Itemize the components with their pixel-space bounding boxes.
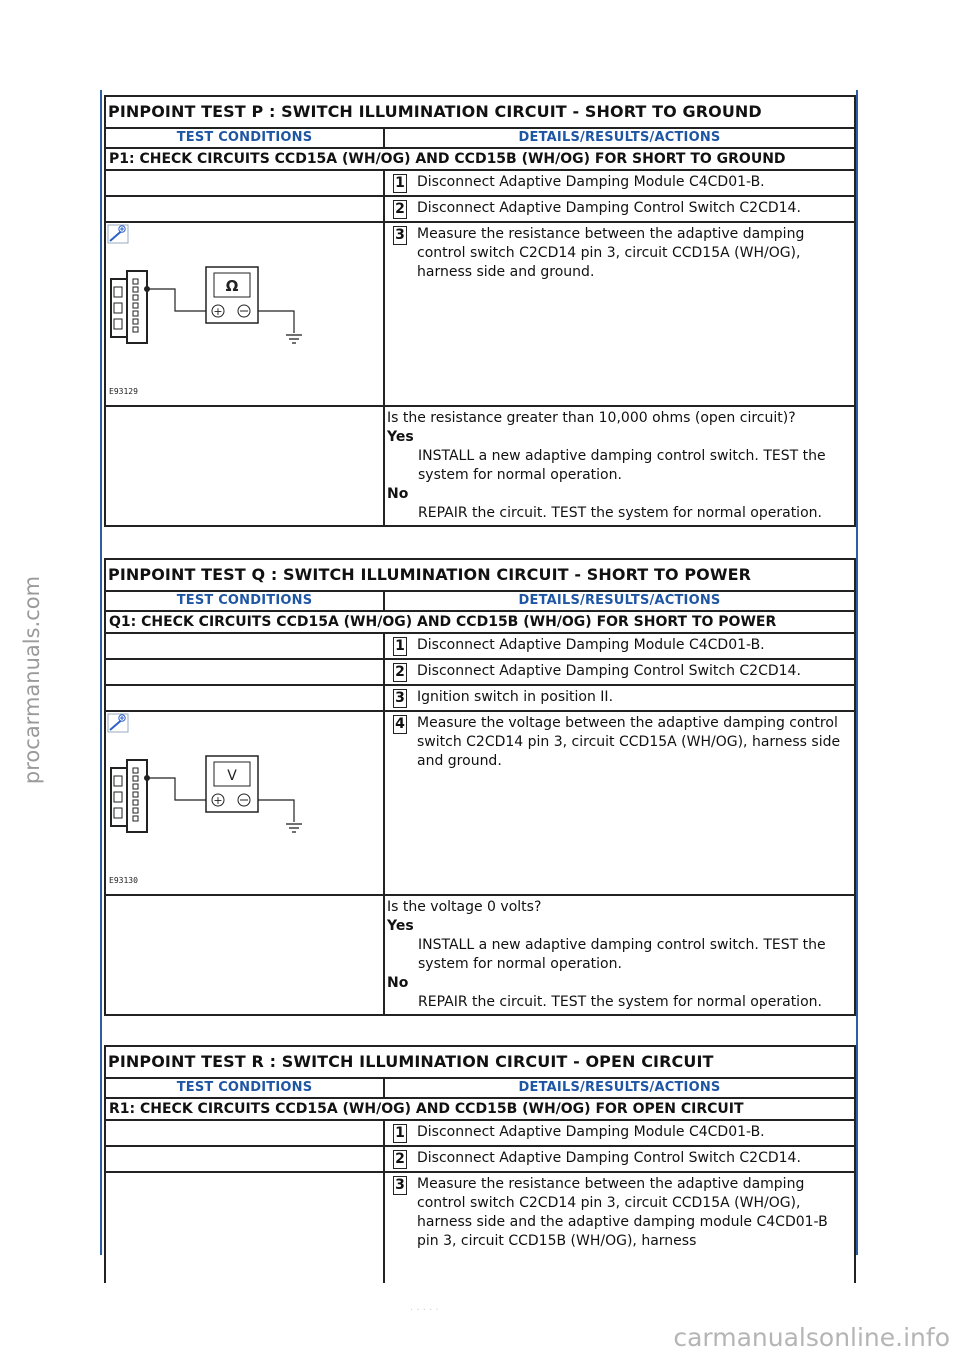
step-number: 1 — [393, 174, 407, 193]
yes-label: Yes — [387, 429, 414, 445]
step-text: Disconnect Adaptive Damping Control Switch C2CD14. — [417, 200, 801, 216]
result-cell — [384, 895, 855, 1015]
step-text: Ignition switch in position II. — [417, 689, 614, 705]
condition-cell — [105, 633, 384, 659]
svg-text:+: + — [213, 794, 223, 807]
pinpoint-test-p — [104, 95, 854, 527]
expand-figure-icon[interactable] — [108, 714, 128, 732]
step-number: 4 — [393, 715, 407, 734]
step-number: 2 — [393, 1150, 407, 1169]
bottom-watermark: carmanualsonline.info — [673, 1323, 950, 1352]
header-test-conditions: TEST CONDITIONS — [105, 1078, 384, 1098]
step — [387, 688, 852, 708]
voltmeter-icon — [206, 756, 258, 812]
step-number: 2 — [393, 663, 407, 682]
condition-cell — [105, 170, 384, 196]
no-action: REPAIR the circuit. TEST the system for normal operation. — [418, 994, 822, 1010]
step-number: 1 — [393, 1124, 407, 1143]
expand-figure-icon[interactable] — [108, 225, 128, 243]
condition-cell — [105, 659, 384, 685]
step — [387, 1123, 852, 1143]
figure-code: E93129 — [109, 387, 138, 396]
header-details: DETAILS/RESULTS/ACTIONS — [384, 128, 855, 148]
pinpoint-test-q — [104, 558, 854, 1016]
connector-c2cd14-icon — [111, 760, 150, 832]
connector-c2cd14-icon — [111, 271, 150, 343]
ground-icon — [286, 335, 302, 343]
result-question: Is the voltage 0 volts? — [387, 899, 542, 915]
no-label: No — [387, 975, 409, 991]
step-number: 3 — [393, 1176, 407, 1195]
step-text: Measure the voltage between the adaptive damping control switch C2CD14 pin 3, circuit CCD15A (WH/OG), harness side and ground. — [417, 715, 841, 769]
header-details: DETAILS/RESULTS/ACTIONS — [384, 1078, 855, 1098]
faint-mark: · · · · · — [410, 1305, 439, 1316]
step-number: 2 — [393, 200, 407, 219]
yes-action: INSTALL a new adaptive damping control switch. TEST the system for normal operation. — [418, 937, 826, 972]
header-test-conditions: TEST CONDITIONS — [105, 591, 384, 611]
header-test-conditions: TEST CONDITIONS — [105, 128, 384, 148]
yes-label: Yes — [387, 918, 414, 934]
substep-title: R1: CHECK CIRCUITS CCD15A (WH/OG) AND CCD15B (WH/OG) FOR OPEN CIRCUIT — [105, 1098, 855, 1120]
figure-cell — [105, 711, 384, 895]
result-question: Is the resistance greater than 10,000 ohms (open circuit)? — [387, 410, 796, 426]
ground-icon — [286, 824, 302, 832]
step — [387, 662, 852, 682]
svg-text:V: V — [227, 768, 237, 784]
test-title: PINPOINT TEST Q : SWITCH ILLUMINATION CIRCUIT - SHORT TO POWER — [105, 559, 855, 591]
no-action: REPAIR the circuit. TEST the system for normal operation. — [418, 505, 822, 521]
step — [387, 1149, 852, 1169]
step — [387, 199, 852, 219]
condition-cell — [105, 685, 384, 711]
condition-cell — [105, 1172, 384, 1283]
pinpoint-test-r — [104, 1045, 854, 1283]
condition-cell — [105, 895, 384, 1015]
side-watermark: procarmanuals.com — [20, 575, 44, 785]
resistance-measurement-figure — [106, 223, 381, 401]
step — [387, 1175, 852, 1251]
test-title: PINPOINT TEST R : SWITCH ILLUMINATION CIRCUIT - OPEN CIRCUIT — [105, 1046, 855, 1078]
condition-cell — [105, 1146, 384, 1172]
result-cell — [384, 406, 855, 526]
figure-code: E93130 — [109, 876, 138, 885]
voltage-measurement-figure — [106, 712, 381, 890]
svg-text:+: + — [213, 305, 223, 318]
step-text: Disconnect Adaptive Damping Control Switch C2CD14. — [417, 663, 801, 679]
page-right-rule — [856, 90, 858, 1255]
condition-cell — [105, 406, 384, 526]
step-number: 1 — [393, 637, 407, 656]
step — [387, 225, 852, 282]
step-text: Disconnect Adaptive Damping Control Switch C2CD14. — [417, 1150, 801, 1166]
step — [387, 714, 852, 771]
condition-cell — [105, 1120, 384, 1146]
step-text: Disconnect Adaptive Damping Module C4CD01-B. — [417, 1124, 765, 1140]
step — [387, 636, 852, 656]
yes-action: INSTALL a new adaptive damping control switch. TEST the system for normal operation. — [418, 448, 826, 483]
step-text: Measure the resistance between the adaptive damping control switch C2CD14 pin 3, circuit CCD15A (WH/OG), harness side and the adaptive damping module C4CD01-B pin 3, circuit CCD15B (WH/OG), harness — [417, 1176, 828, 1249]
no-label: No — [387, 486, 409, 502]
condition-cell — [105, 196, 384, 222]
step-number: 3 — [393, 689, 407, 708]
substep-title: P1: CHECK CIRCUITS CCD15A (WH/OG) AND CCD15B (WH/OG) FOR SHORT TO GROUND — [105, 148, 855, 170]
step-text: Measure the resistance between the adaptive damping control switch C2CD14 pin 3, circuit CCD15A (WH/OG), harness side and ground. — [417, 226, 805, 280]
substep-title: Q1: CHECK CIRCUITS CCD15A (WH/OG) AND CCD15B (WH/OG) FOR SHORT TO POWER — [105, 611, 855, 633]
header-details: DETAILS/RESULTS/ACTIONS — [384, 591, 855, 611]
step-text: Disconnect Adaptive Damping Module C4CD01-B. — [417, 637, 765, 653]
page-left-rule — [100, 90, 102, 1255]
test-title: PINPOINT TEST P : SWITCH ILLUMINATION CIRCUIT - SHORT TO GROUND — [105, 96, 855, 128]
step-text: Disconnect Adaptive Damping Module C4CD01-B. — [417, 174, 765, 190]
figure-cell — [105, 222, 384, 406]
step-number: 3 — [393, 226, 407, 245]
step — [387, 173, 852, 193]
ohmmeter-icon — [206, 267, 258, 323]
svg-text:Ω: Ω — [225, 277, 239, 295]
